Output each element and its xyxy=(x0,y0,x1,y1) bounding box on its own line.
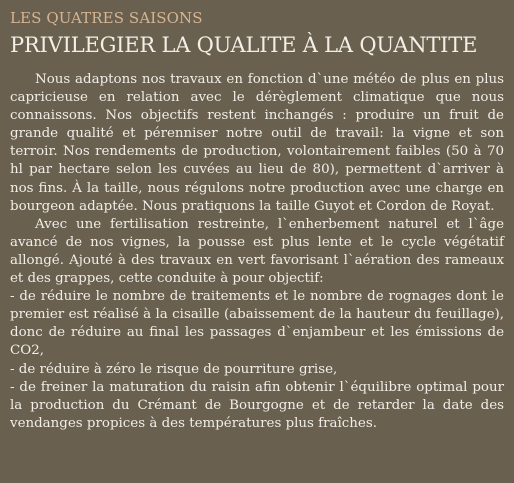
objective-item: - de freiner la maturation du raisin afin obtenir l`équilibre optimal pour la production du Crémant de Bourgogne et de retarder la date des vendanges propices à des températures plus fraîches. xyxy=(10,379,504,431)
section-eyebrow: LES QUATRES SAISONS xyxy=(10,9,203,27)
intro-paragraph: Nous adaptons nos travaux en fonction d`une météo de plus en plus capricieuse en relation avec le dérèglement climatique que nous connaissons. Nos objectifs restent inchangés : produire un fruit de grande qualité et pérenniser notre outil de travail: la vigne et son terroir. Nos rendements de production, volontairement faibles (50 à 70 hl par hectare selon les cuvées au lieu de 80), permettent d`arriver à nos fins. À la taille, nous régulons notre production avec une charge en bourgeon adaptée. Nous pratiquons la taille Guyot et Cordon de Royat. xyxy=(10,72,504,214)
page-title: PRIVILEGIER LA QUALITE À LA QUANTITE xyxy=(10,33,478,57)
article-body xyxy=(10,71,504,433)
objective-item: - de réduire à zéro le risque de pourriture grise, xyxy=(10,361,338,377)
method-paragraph: Avec une fertilisation restreinte, l`enherbement naturel et l`âge avancé de nos vignes, la pousse est plus lente et le cycle végétatif allongé. Ajouté à des travaux en vert favorisant l`aération des rameaux et des grappes, cette conduite à pour objectif: xyxy=(10,216,504,287)
objective-item: - de réduire le nombre de traitements et le nombre de rognages dont le premier est réalisé à la cisaille (abaissement de la hauteur du feuillage), donc de réduire au final les passages d`enjambeur et les émissions de CO2, xyxy=(10,289,504,359)
